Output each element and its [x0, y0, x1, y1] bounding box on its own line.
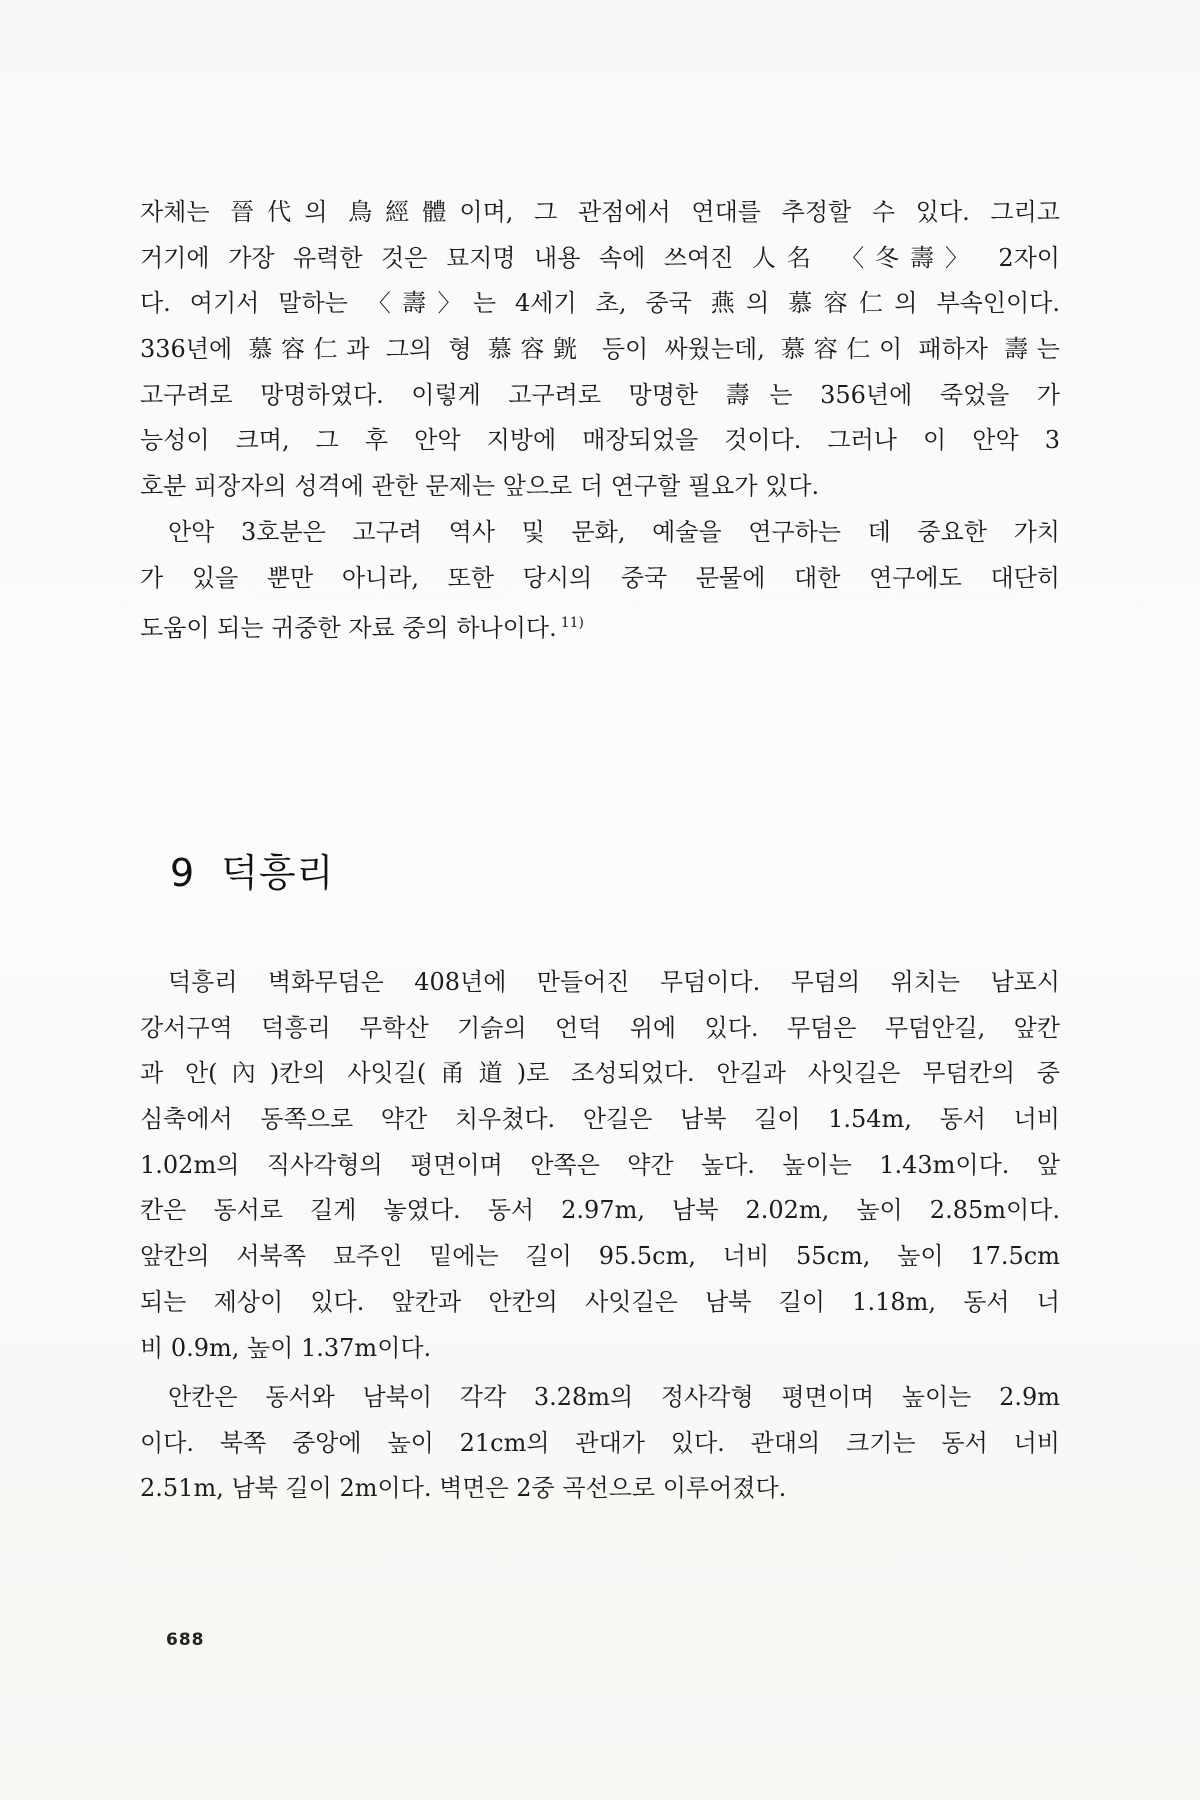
text-line: 336년에 慕容仁과 그의 형 慕容皝 등이 싸웠는데, 慕容仁이 패하자 壽는 — [140, 335, 1060, 364]
text-line: 자체는 晉代의 鳥經體이며, 그 관점에서 연대를 추정할 수 있다. 그리고 — [140, 198, 1060, 226]
section-title: 덕흥리 — [221, 850, 335, 895]
text-line: 앞칸의 서북쪽 묘주인 밑에는 길이 95.5cm, 너비 55cm, 높이 17.5cm — [140, 1242, 1060, 1271]
text-line: 안칸은 동서와 남북이 각각 3.28m의 정사각형 평면이며 높이는 2.9m — [168, 1383, 1060, 1411]
paragraph-1 — [140, 190, 1060, 510]
paragraph-2 — [140, 510, 1060, 647]
text-line: 2.51m, 남북 길이 2m이다. 벽면은 2중 곡선으로 이루어졌다. — [140, 1474, 787, 1503]
text-line: 호분 피장자의 성격에 관한 문제는 앞으로 더 연구할 필요가 있다. — [140, 472, 820, 501]
text-line: 칸은 동서로 길게 놓였다. 동서 2.97m, 남북 2.02m, 높이 2.85m이다. — [140, 1196, 1060, 1225]
text-line: 안악 3호분은 고구려 역사 및 문화, 예술을 연구하는 데 중요한 가치 — [168, 518, 1060, 546]
section-heading — [170, 842, 334, 897]
text-line: 강서구역 덕흥리 무학산 기슭의 언덕 위에 있다. 무덤은 무덤안길, 앞칸 — [140, 1013, 1060, 1042]
text-line: 되는 제상이 있다. 앞칸과 안칸의 사잇길은 남북 길이 1.18m, 동서 너 — [140, 1287, 1060, 1316]
paragraph-4 — [140, 1375, 1060, 1512]
page-number: 688 — [166, 1630, 205, 1650]
text-line: 능성이 크며, 그 후 안악 지방에 매장되었을 것이다. 그러나 이 안악 3 — [140, 426, 1060, 455]
text-line: 덕흥리 벽화무덤은 408년에 만들어진 무덤이다. 무덤의 위치는 남포시 — [168, 968, 1060, 996]
paragraph-3 — [140, 960, 1060, 1371]
text-line: 거기에 가장 유력한 것은 묘지명 내용 속에 쓰여진 人名 〈冬壽〉 2자이 — [140, 243, 1060, 272]
section-number: 9 — [170, 850, 196, 895]
text-line-with-footnote — [140, 601, 1060, 647]
text-line: 이다. 북쪽 중앙에 높이 21cm의 관대가 있다. 관대의 크기는 동서 너비 — [140, 1428, 1060, 1457]
text-line: 심축에서 동쪽으로 약간 치우쳤다. 안길은 남북 길이 1.54m, 동서 너비 — [140, 1105, 1060, 1134]
text-line: 다. 여기서 말하는 〈壽〉는 4세기 초, 중국 燕의 慕容仁의 부속인이다. — [140, 289, 1060, 318]
text-line: 비 0.9m, 높이 1.37m이다. — [140, 1333, 432, 1362]
text-line: 과 안(內)칸의 사잇길(甬道)로 조성되었다. 안길과 사잇길은 무덤칸의 중 — [140, 1059, 1060, 1088]
text-line: 도움이 되는 귀중한 자료 중의 하나이다. — [140, 614, 557, 643]
text-line: 고구려로 망명하였다. 이렇게 고구려로 망명한 壽는 356년에 죽었을 가 — [140, 380, 1060, 409]
text-line: 1.02m의 직사각형의 평면이며 안쪽은 약간 높다. 높이는 1.43m이다. 앞 — [140, 1150, 1060, 1179]
text-line: 가 있을 뿐만 아니라, 또한 당시의 중국 문물에 대한 연구에도 대단히 — [140, 563, 1060, 592]
footnote-reference: 11) — [560, 615, 584, 632]
